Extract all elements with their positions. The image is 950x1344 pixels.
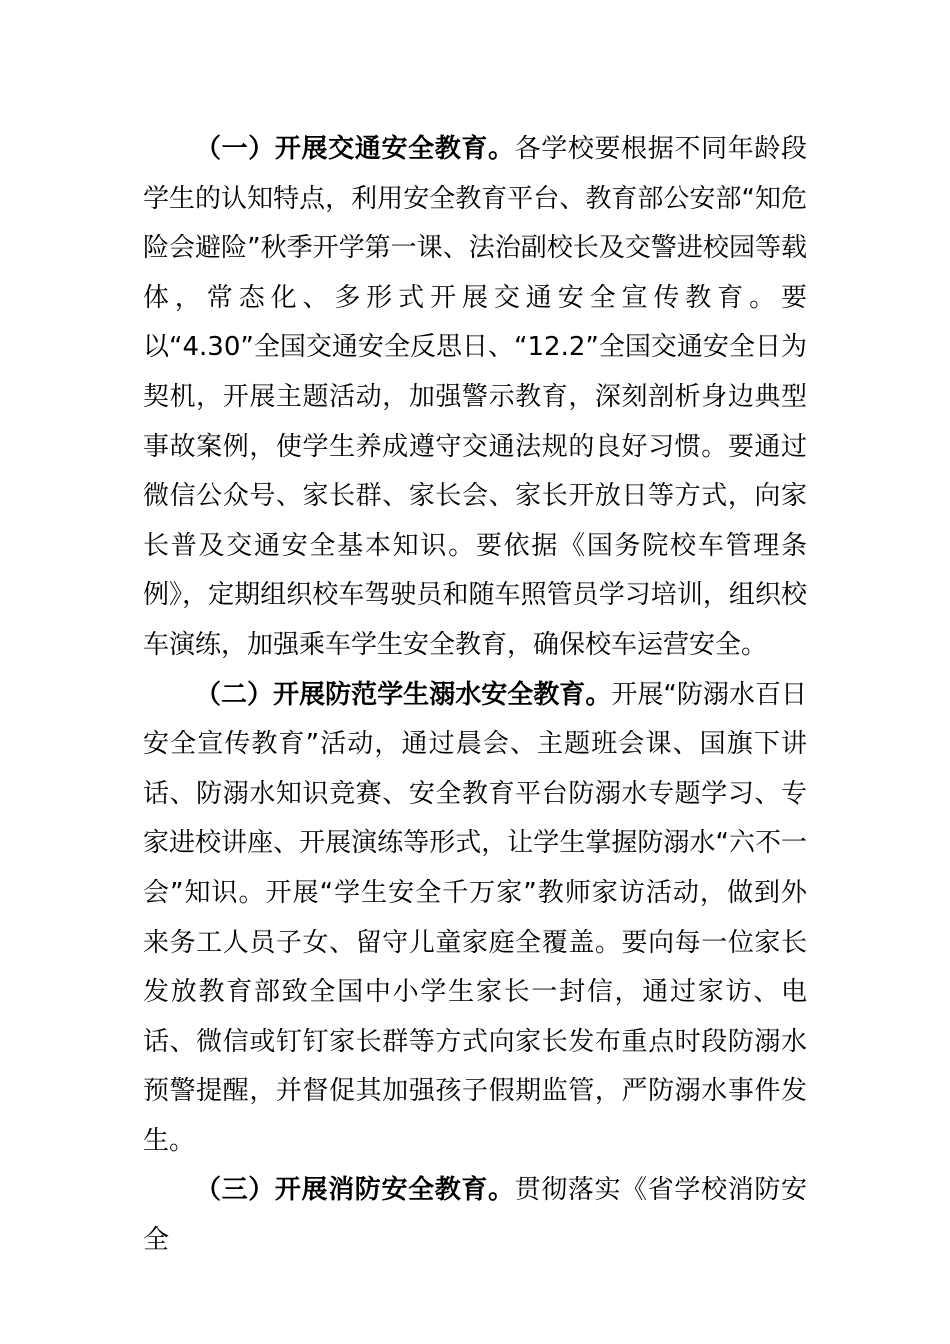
paragraph-text: 开展“防溺水百日安全宣传教育”活动，通过晨会、主题班会课、国旗下讲话、防溺水知识竞赛、安全教育平台防溺水专题学习、专家进校讲座、开展演练等形式，让学生掌握防溺水“六不一会”知识。开展“学生安全千万家”教师家访活动，做到外来务工人员子女、留守儿童家庭全覆盖。要向每一位家长发放教育部致全国中小学生家长一封信，通过家访、电话、微信或钉钉家长群等方式向家长发布重点时段防溺水预警提醒，并督促其加强孩子假期监管，严防溺水事件发生。: [143, 679, 807, 1156]
paragraph-heading: （二）开展防范学生溺水安全教育。: [195, 679, 612, 710]
paragraph-heading: （一）开展交通安全教育。: [195, 134, 515, 164]
paragraph-text: 各学校要根据不同年龄段学生的认知特点，利用安全教育平台、教育部公安部“知危险会避险”秋季开学第一课、法治副校长及交警进校园等载体，常态化、多形式开展交通安全宣传教育。要以“4.30”全国交通安全反思日、“12.2”全国交通安全日为契机，开展主题活动，加强警示教育，深刻剖析身边典型事故案例，使学生养成遵守交通法规的良好习惯。要通过微信公众号、家长群、家长会、家长开放日等方式，向家长普及交通安全基本知识。要依据《国务院校车管理条例》，定期组织校车驾驶员和随车照管员学习培训，组织校车演练，加强乘车学生安全教育，确保校车运营安全。: [143, 134, 807, 660]
paragraph-fire-safety: [143, 1166, 807, 1265]
paragraph-heading: （三）开展消防安全教育。: [195, 1175, 515, 1206]
paragraph-traffic-safety: [143, 125, 807, 671]
paragraph-drowning-prevention: [143, 671, 807, 1167]
document-body: [143, 125, 807, 1266]
paragraph-text: 贯彻落实《省学校消防安全: [143, 1175, 807, 1256]
